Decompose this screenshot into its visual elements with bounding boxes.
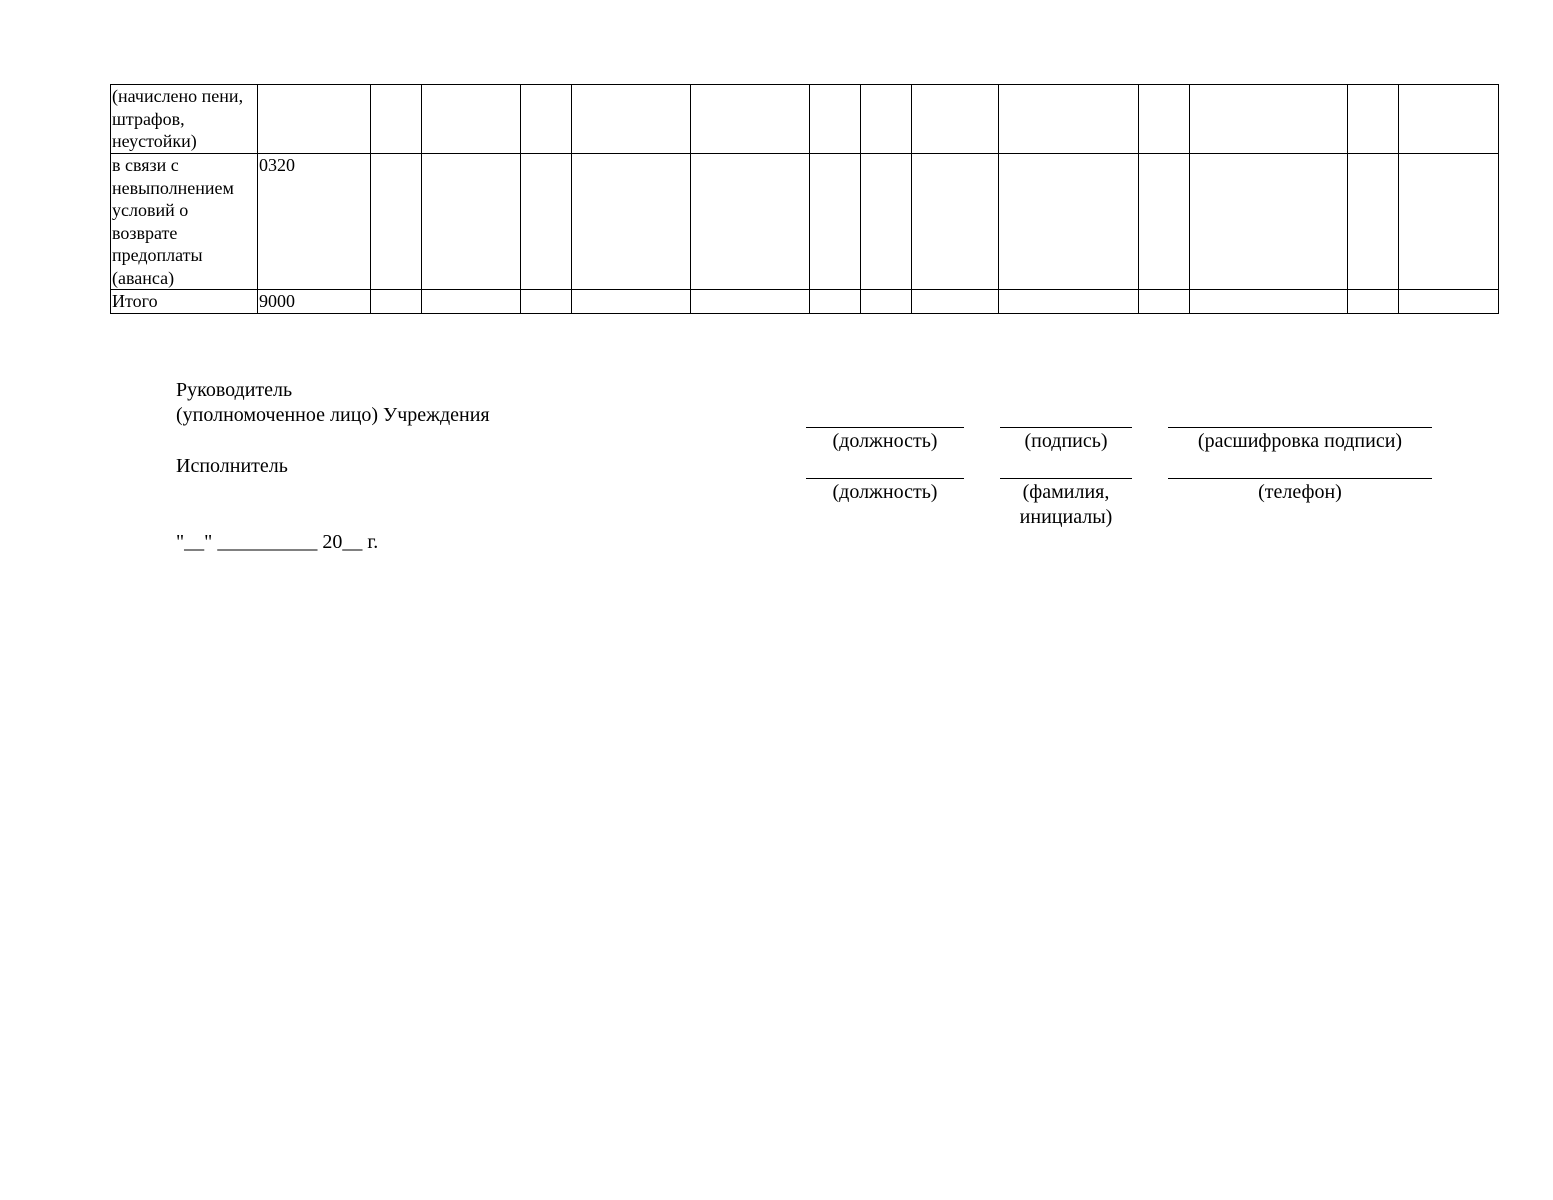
head-position-line [806, 427, 964, 428]
executor-position-caption: (должность) [832, 481, 938, 503]
head-decoding-caption: (расшифровка подписи) [1197, 430, 1403, 452]
row-code-cell: 9000 [258, 290, 371, 314]
executor-name-line [1000, 478, 1132, 479]
executor-label: Исполнитель [176, 455, 288, 477]
executor-phone-line [1168, 478, 1432, 479]
executor-name-caption: (фамилия, инициалы) [1019, 481, 1113, 528]
executor-phone-caption: (телефон) [1258, 481, 1342, 503]
row-code-cell [258, 85, 371, 154]
row-label-cell: Итого [111, 290, 258, 314]
row-code-cell: 0320 [258, 154, 371, 290]
date-line: "__" __________ 20__ г. [176, 531, 379, 553]
head-decoding-line [1168, 427, 1432, 428]
row-label-cell: (начислено пени, штрафов, неустойки) [111, 85, 258, 154]
table-row [111, 154, 1499, 290]
table-row-total [111, 290, 1499, 314]
head-label-authorized: (уполномоченное лицо) Учреждения [176, 404, 490, 426]
head-signature-line [1000, 427, 1132, 428]
report-table [110, 84, 1499, 314]
table-row [111, 85, 1499, 154]
head-label: Руководитель [176, 379, 293, 401]
row-label-cell: в связи с невыполнением условий о возврате предоплаты (аванса) [111, 154, 258, 290]
head-position-caption: (должность) [832, 430, 938, 452]
executor-position-line [806, 478, 964, 479]
head-signature-caption: (подпись) [1024, 430, 1108, 452]
